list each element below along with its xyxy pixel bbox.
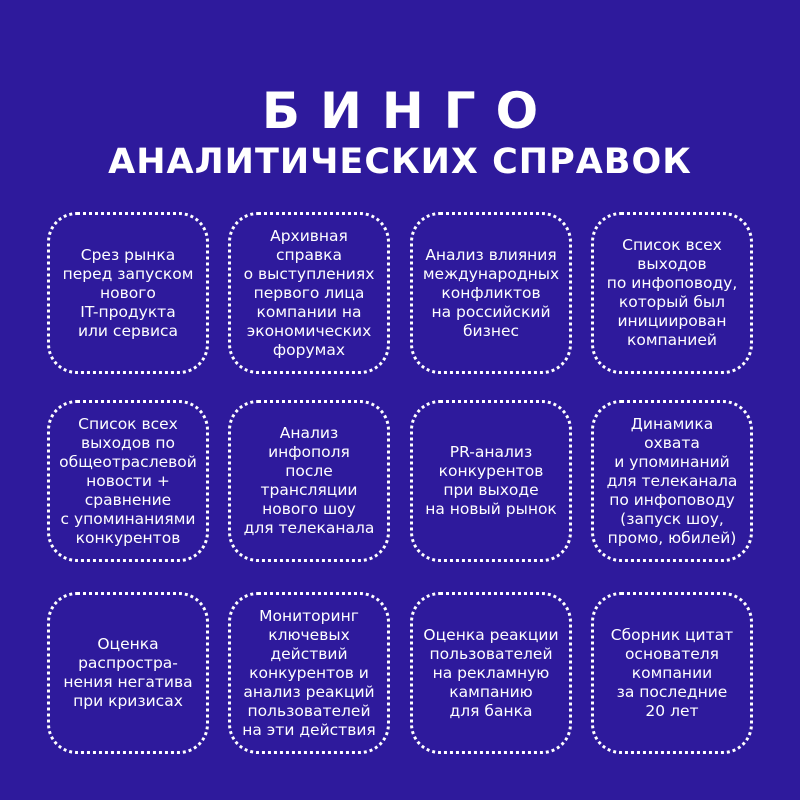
page-subtitle: АНАЛИТИЧЕСКИХ СПРАВОК — [108, 142, 692, 182]
page-title: БИНГО — [261, 82, 559, 140]
bingo-card-text: Анализ влияния международных конфликтов на российский бизнес — [422, 245, 560, 340]
bingo-card — [591, 212, 753, 374]
bingo-card-text: Архивная справка о выступлениях первого лица компании на экономических форумах — [243, 226, 375, 359]
bingo-card — [228, 400, 390, 562]
bingo-card — [47, 400, 209, 562]
bingo-card — [410, 592, 572, 754]
bingo-card — [410, 212, 572, 374]
bingo-card-text: Динамика охвата и упоминаний для телеканала по инфоповоду (запуск шоу, промо, юбилей) — [606, 414, 738, 547]
bingo-card — [591, 592, 753, 754]
bingo-card — [47, 212, 209, 374]
bingo-card-text: Список всех выходов по инфоповоду, который был инициирован компанией — [606, 236, 738, 349]
bingo-card-text: Мониторинг ключевых действий конкурентов и анализ реакций пользователей на эти действия — [242, 606, 376, 739]
bingo-card — [410, 400, 572, 562]
bingo-card-text: Список всех выходов по общеотраслевой новости + сравнение с упоминаниями конкурентов — [59, 414, 197, 547]
bingo-card-text: Оценка распростра- нения негатива при кризисах — [63, 635, 193, 710]
bingo-card-text: Анализ инфополя после трансляции нового шоу для телеканала — [243, 424, 375, 537]
bingo-card — [47, 592, 209, 754]
bingo-card — [228, 212, 390, 374]
bingo-card-text: Оценка реакции пользователей на рекламную кампанию для банка — [423, 625, 559, 720]
bingo-card-text: Сборник цитат основателя компании за последние 20 лет — [610, 625, 734, 720]
bingo-card-text: Срез рынка перед запуском нового IT-продукта или сервиса — [62, 245, 194, 340]
bingo-card — [591, 400, 753, 562]
bingo-card-text: PR-анализ конкурентов при выходе на новый рынок — [425, 443, 557, 518]
bingo-card — [228, 592, 390, 754]
